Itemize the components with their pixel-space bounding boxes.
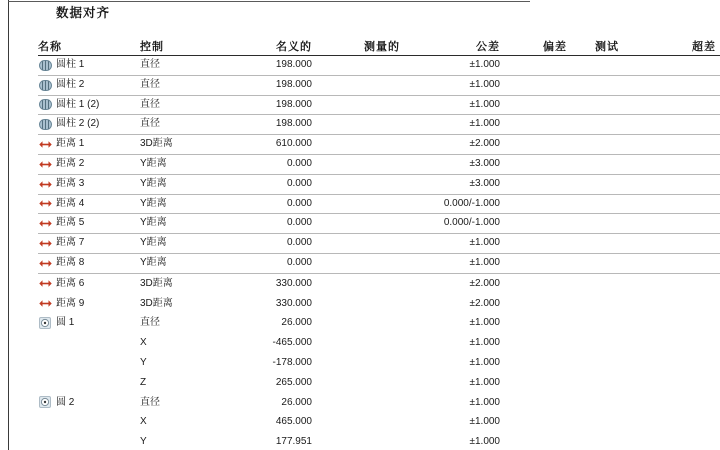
feature-name-label: 圆柱 2 [56, 78, 85, 90]
table-row[interactable] [38, 254, 720, 274]
tolerance-cell: ±3.000 [469, 177, 500, 189]
feature-name-label: 圆 1 [56, 317, 75, 329]
control-cell: Y距离 [140, 256, 167, 268]
measured-cell [312, 155, 400, 174]
feature-name-label: 圆柱 1 [56, 59, 85, 70]
test-cell [567, 432, 619, 450]
feature-name-cell [38, 412, 140, 432]
feature-name-cell [38, 56, 140, 75]
deviation-cell [500, 214, 567, 233]
deviation-cell [500, 313, 567, 333]
column-header-deviation: 偏差 [543, 41, 567, 53]
feature-name-cell [38, 214, 140, 233]
table-row[interactable] [38, 56, 720, 76]
feature-name-cell [38, 234, 140, 253]
deviation-cell [500, 234, 567, 253]
feature-name-cell [38, 155, 140, 174]
column-header-name: 名称 [38, 41, 62, 53]
feature-name-cell [38, 393, 140, 413]
out-of-tolerance-cell [619, 294, 716, 314]
nominal-cell: -465.000 [272, 337, 312, 349]
table-row[interactable] [38, 294, 720, 314]
test-cell [567, 234, 619, 253]
feature-name-cell [38, 274, 140, 294]
table-row[interactable] [38, 234, 720, 254]
nominal-cell: 26.000 [281, 396, 312, 408]
measured-cell [312, 175, 400, 194]
measured-cell [312, 96, 400, 115]
page-frame-top-border [8, 1, 530, 2]
tolerance-cell: ±2.000 [469, 297, 500, 309]
feature-name-cell [38, 135, 140, 154]
test-cell [567, 373, 619, 393]
nominal-cell: 198.000 [275, 78, 312, 90]
feature-name-label: 距离 5 [56, 217, 85, 229]
table-row[interactable] [38, 373, 720, 393]
feature-name-label: 圆柱 2 (2) [56, 118, 100, 130]
feature-icon [38, 337, 52, 349]
control-cell: Y距离 [140, 157, 167, 169]
feature-name-label: 距离 4 [56, 197, 85, 209]
nominal-cell: 177.951 [275, 436, 312, 448]
feature-name-cell [38, 195, 140, 214]
column-header-out-of-tolerance: 超差 [692, 41, 716, 53]
deviation-cell [500, 393, 567, 413]
deviation-cell [500, 254, 567, 273]
nominal-cell: 330.000 [275, 297, 312, 309]
measured-cell [312, 373, 400, 393]
feature-icon [38, 357, 52, 369]
feature-name-cell [38, 294, 140, 314]
out-of-tolerance-cell [619, 353, 716, 373]
table-row[interactable] [38, 412, 720, 432]
tolerance-cell: ±1.000 [469, 396, 500, 408]
out-of-tolerance-cell [619, 195, 716, 214]
report-table-body [38, 56, 720, 450]
distance-icon [38, 218, 52, 230]
measured-cell [312, 195, 400, 214]
control-cell: 3D距离 [140, 297, 173, 309]
tolerance-cell: ±2.000 [469, 138, 500, 150]
circle-icon [38, 396, 52, 408]
measured-cell [312, 333, 400, 353]
measured-cell [312, 274, 400, 294]
table-row[interactable] [38, 432, 720, 450]
deviation-cell [500, 56, 567, 75]
test-cell [567, 96, 619, 115]
nominal-cell: 610.000 [275, 138, 312, 150]
nominal-cell: 198.000 [275, 118, 312, 130]
tolerance-cell: ±1.000 [469, 317, 500, 329]
measured-cell [312, 353, 400, 373]
test-cell [567, 195, 619, 214]
measured-cell [312, 432, 400, 450]
cylinder-icon [38, 79, 52, 91]
table-row[interactable] [38, 195, 720, 215]
control-cell: 直径 [140, 78, 160, 90]
test-cell [567, 254, 619, 273]
tolerance-cell: ±1.000 [469, 59, 500, 70]
out-of-tolerance-cell [619, 76, 716, 95]
nominal-cell: 265.000 [275, 376, 312, 388]
measured-cell [312, 294, 400, 314]
feature-name-label: 圆柱 1 (2) [56, 98, 100, 110]
out-of-tolerance-cell [619, 274, 716, 294]
cylinder-icon [38, 119, 52, 131]
control-cell: Y距离 [140, 237, 167, 249]
out-of-tolerance-cell [619, 393, 716, 413]
measured-cell [312, 115, 400, 134]
out-of-tolerance-cell [619, 373, 716, 393]
tolerance-cell: ±2.000 [469, 277, 500, 289]
test-cell [567, 313, 619, 333]
tolerance-cell: ±1.000 [469, 78, 500, 90]
page-title: 数据对齐 [56, 6, 111, 20]
nominal-cell: 465.000 [275, 416, 312, 428]
table-row[interactable] [38, 115, 720, 135]
out-of-tolerance-cell [619, 56, 716, 75]
distance-icon [38, 278, 52, 290]
feature-name-cell [38, 313, 140, 333]
test-cell [567, 353, 619, 373]
column-header-nominal: 名义的 [276, 41, 312, 53]
table-row[interactable] [38, 175, 720, 195]
measured-cell [312, 412, 400, 432]
measurement-table [38, 40, 720, 450]
deviation-cell [500, 115, 567, 134]
distance-icon [38, 297, 52, 309]
feature-name-label: 距离 9 [56, 297, 85, 309]
feature-icon [38, 436, 52, 448]
out-of-tolerance-cell [619, 333, 716, 353]
cylinder-icon [38, 59, 52, 71]
distance-icon [38, 178, 52, 190]
feature-name-cell [38, 373, 140, 393]
column-header-measured: 测量的 [364, 41, 400, 53]
nominal-cell: 0.000 [286, 157, 312, 169]
test-cell [567, 56, 619, 75]
nominal-cell: -178.000 [272, 356, 312, 368]
page-frame-left-border [8, 0, 9, 450]
out-of-tolerance-cell [619, 254, 716, 273]
feature-name-label: 距离 1 [56, 138, 85, 150]
out-of-tolerance-cell [619, 313, 716, 333]
tolerance-cell: ±1.000 [469, 356, 500, 368]
out-of-tolerance-cell [619, 175, 716, 194]
out-of-tolerance-cell [619, 234, 716, 253]
test-cell [567, 76, 619, 95]
feature-name-cell [38, 76, 140, 95]
feature-name-cell [38, 432, 140, 450]
control-cell: 3D距离 [140, 138, 173, 150]
nominal-cell: 198.000 [275, 98, 312, 110]
feature-name-cell [38, 353, 140, 373]
tolerance-cell: ±1.000 [469, 436, 500, 448]
measured-cell [312, 135, 400, 154]
measured-cell [312, 214, 400, 233]
control-cell: 直径 [140, 118, 160, 130]
tolerance-cell: ±1.000 [469, 98, 500, 110]
deviation-cell [500, 333, 567, 353]
table-row[interactable] [38, 313, 720, 333]
table-row[interactable] [38, 214, 720, 234]
test-cell [567, 214, 619, 233]
control-cell: 3D距离 [140, 277, 173, 289]
measured-cell [312, 393, 400, 413]
deviation-cell [500, 294, 567, 314]
deviation-cell [500, 175, 567, 194]
test-cell [567, 274, 619, 294]
deviation-cell [500, 274, 567, 294]
cylinder-icon [38, 99, 52, 111]
control-cell: 直径 [140, 59, 160, 70]
control-cell: 直径 [140, 98, 160, 110]
control-cell: Y [140, 436, 147, 448]
table-row[interactable] [38, 135, 720, 155]
test-cell [567, 115, 619, 134]
deviation-cell [500, 76, 567, 95]
nominal-cell: 26.000 [281, 317, 312, 329]
nominal-cell: 0.000 [286, 256, 312, 268]
out-of-tolerance-cell [619, 214, 716, 233]
control-cell: Y [140, 356, 147, 368]
table-row[interactable] [38, 274, 720, 294]
feature-name-cell [38, 96, 140, 115]
control-cell: Z [140, 376, 147, 388]
circle-icon [38, 317, 52, 329]
measured-cell [312, 313, 400, 333]
out-of-tolerance-cell [619, 432, 716, 450]
control-cell: Y距离 [140, 217, 167, 229]
nominal-cell: 0.000 [286, 197, 312, 209]
deviation-cell [500, 373, 567, 393]
test-cell [567, 294, 619, 314]
nominal-cell: 0.000 [286, 237, 312, 249]
test-cell [567, 155, 619, 174]
tolerance-cell: 0.000/-1.000 [443, 197, 500, 209]
feature-name-label: 圆 2 [56, 396, 75, 408]
distance-icon [38, 158, 52, 170]
table-row[interactable] [38, 155, 720, 175]
tolerance-cell: ±1.000 [469, 118, 500, 130]
test-cell [567, 333, 619, 353]
measured-cell [312, 254, 400, 273]
distance-icon [38, 238, 52, 250]
tolerance-cell: ±1.000 [469, 256, 500, 268]
table-row[interactable] [38, 76, 720, 96]
tolerance-cell: 0.000/-1.000 [443, 217, 500, 229]
nominal-cell: 0.000 [286, 177, 312, 189]
control-cell: X [140, 337, 147, 349]
table-header-row [38, 40, 720, 56]
deviation-cell [500, 353, 567, 373]
feature-icon [38, 416, 52, 428]
table-row[interactable] [38, 96, 720, 116]
table-row[interactable] [38, 393, 720, 413]
nominal-cell: 0.000 [286, 217, 312, 229]
control-cell: Y距离 [140, 177, 167, 189]
measured-cell [312, 76, 400, 95]
deviation-cell [500, 96, 567, 115]
column-header-control: 控制 [140, 41, 164, 53]
measured-cell [312, 234, 400, 253]
out-of-tolerance-cell [619, 96, 716, 115]
feature-name-label: 距离 6 [56, 277, 85, 289]
tolerance-cell: ±1.000 [469, 237, 500, 249]
table-row[interactable] [38, 353, 720, 373]
test-cell [567, 393, 619, 413]
control-cell: 直径 [140, 317, 160, 329]
measured-cell [312, 56, 400, 75]
column-header-tolerance: 公差 [476, 41, 500, 53]
distance-icon [38, 139, 52, 151]
distance-icon [38, 257, 52, 269]
out-of-tolerance-cell [619, 155, 716, 174]
out-of-tolerance-cell [619, 412, 716, 432]
tolerance-cell: ±1.000 [469, 376, 500, 388]
deviation-cell [500, 135, 567, 154]
feature-name-cell [38, 115, 140, 134]
test-cell [567, 135, 619, 154]
feature-icon [38, 377, 52, 389]
deviation-cell [500, 412, 567, 432]
deviation-cell [500, 432, 567, 450]
feature-name-label: 距离 3 [56, 177, 85, 189]
feature-name-cell [38, 175, 140, 194]
table-row[interactable] [38, 333, 720, 353]
feature-name-label: 距离 8 [56, 256, 85, 268]
control-cell: X [140, 416, 147, 428]
deviation-cell [500, 195, 567, 214]
nominal-cell: 198.000 [275, 59, 312, 70]
distance-icon [38, 198, 52, 210]
tolerance-cell: ±1.000 [469, 337, 500, 349]
control-cell: Y距离 [140, 197, 167, 209]
column-header-test: 测试 [595, 41, 619, 53]
out-of-tolerance-cell [619, 115, 716, 134]
test-cell [567, 412, 619, 432]
feature-name-cell [38, 254, 140, 273]
deviation-cell [500, 155, 567, 174]
feature-name-label: 距离 2 [56, 157, 85, 169]
out-of-tolerance-cell [619, 135, 716, 154]
test-cell [567, 175, 619, 194]
control-cell: 直径 [140, 396, 160, 408]
feature-name-label: 距离 7 [56, 237, 85, 249]
nominal-cell: 330.000 [275, 277, 312, 289]
tolerance-cell: ±1.000 [469, 416, 500, 428]
feature-name-cell [38, 333, 140, 353]
tolerance-cell: ±3.000 [469, 157, 500, 169]
